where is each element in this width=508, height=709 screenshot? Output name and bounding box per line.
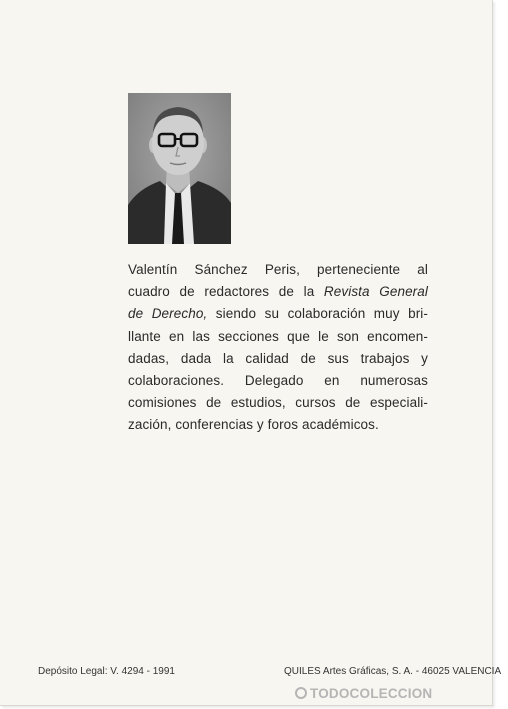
watermark [295, 684, 432, 702]
bio-line-1: Valentín Sánchez Peris, perteneciente al [128, 262, 428, 277]
bio-line-5: dadas, dada la calidad de sus trabajos y [128, 350, 428, 366]
bio-line-8: zación, conferencias y foros académicos. [128, 417, 379, 433]
author-biography [128, 259, 428, 437]
journal-title-part-1: Revista General [323, 284, 428, 300]
journal-title-part-2: de Derecho, [128, 306, 208, 322]
bio-line-3-text: siendo su colaboración muy bri- [207, 306, 428, 322]
printer-imprint: QUILES Artes Gráficas, S. A. - 46025 VALENCIA [284, 666, 502, 677]
watermark-text: TODOCOLECCION [310, 685, 433, 701]
bio-line-4: llante en las secciones que le son encomen- [128, 328, 428, 344]
bio-line-3 [128, 303, 428, 325]
author-photo [128, 93, 231, 244]
bio-line-2-text: cuadro de redactores de la [128, 284, 324, 300]
legal-deposit: Depósito Legal: V. 4294 - 1991 [38, 666, 175, 677]
bio-line-7: comisiones de estudios, cursos de especiali- [128, 395, 428, 411]
bio-line-6: colaboraciones. Delegado en numerosas [128, 373, 428, 389]
watermark-logo-icon [295, 687, 307, 699]
bio-line-2 [128, 281, 428, 303]
